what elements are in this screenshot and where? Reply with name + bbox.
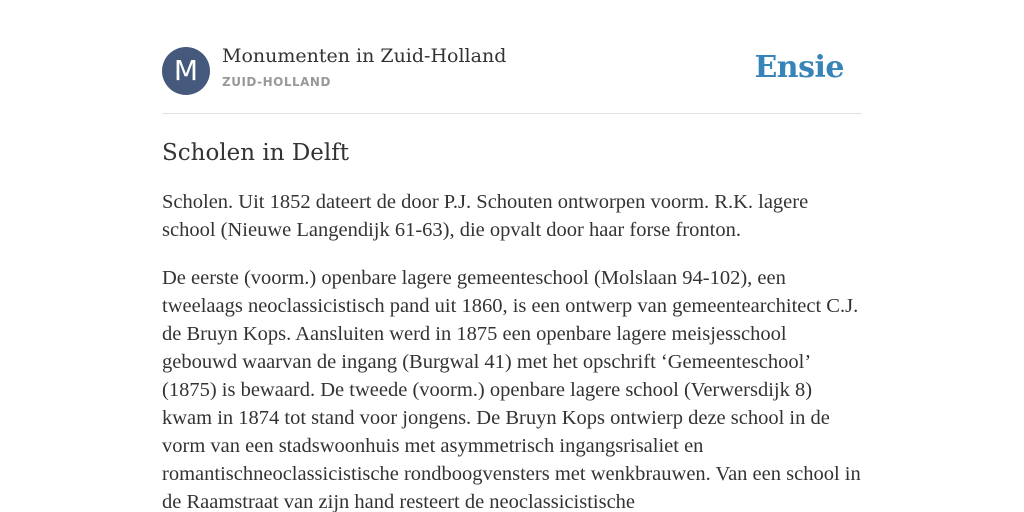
publication-title[interactable]: Monumenten in Zuid-Holland xyxy=(222,45,507,67)
publication-subtitle[interactable]: ZUID-HOLLAND xyxy=(222,75,331,89)
article-paragraph-1: Scholen. Uit 1852 dateert de door P.J. Schouten ontworpen voorm. R.K. lagere school (Nieuwe Langendijk 61-63), die opvalt door haar forse fronton. xyxy=(162,191,809,241)
article-paragraph-2: De eerste (voorm.) openbare lagere gemeenteschool (Molslaan 94-102), een tweelaags neoclassicistisch pand uit 1860, is een ontwerp van gemeentearchitect C.J. de Bruyn Kops. Aansluiten werd in 1875 een openbare lagere meisjesschool gebouwd waarvan de ingang (Burgwal 41) met het opschrift ‘Gemeenteschool’ (1875) is bewaard. De tweede (voorm.) openbare lagere school (Verwersdijk 8) kwam in 1874 tot stand voor jongens. De Bruyn Kops ontwierp deze school in de vorm van een stadswoonhuis met asymmetrisch ingangsrisaliet en romantischneoclassicistische rondboogvensters met wenkbrauwen. Van een school in de Raamstraat van zijn hand resteert de neoclassicistische xyxy=(162,267,861,512)
publication-avatar[interactable]: M xyxy=(162,47,210,95)
article-title: Scholen in Delft xyxy=(162,140,350,166)
article-card xyxy=(162,0,862,512)
publication-header xyxy=(162,0,862,114)
ensie-logo[interactable]: Ensie xyxy=(754,50,844,85)
